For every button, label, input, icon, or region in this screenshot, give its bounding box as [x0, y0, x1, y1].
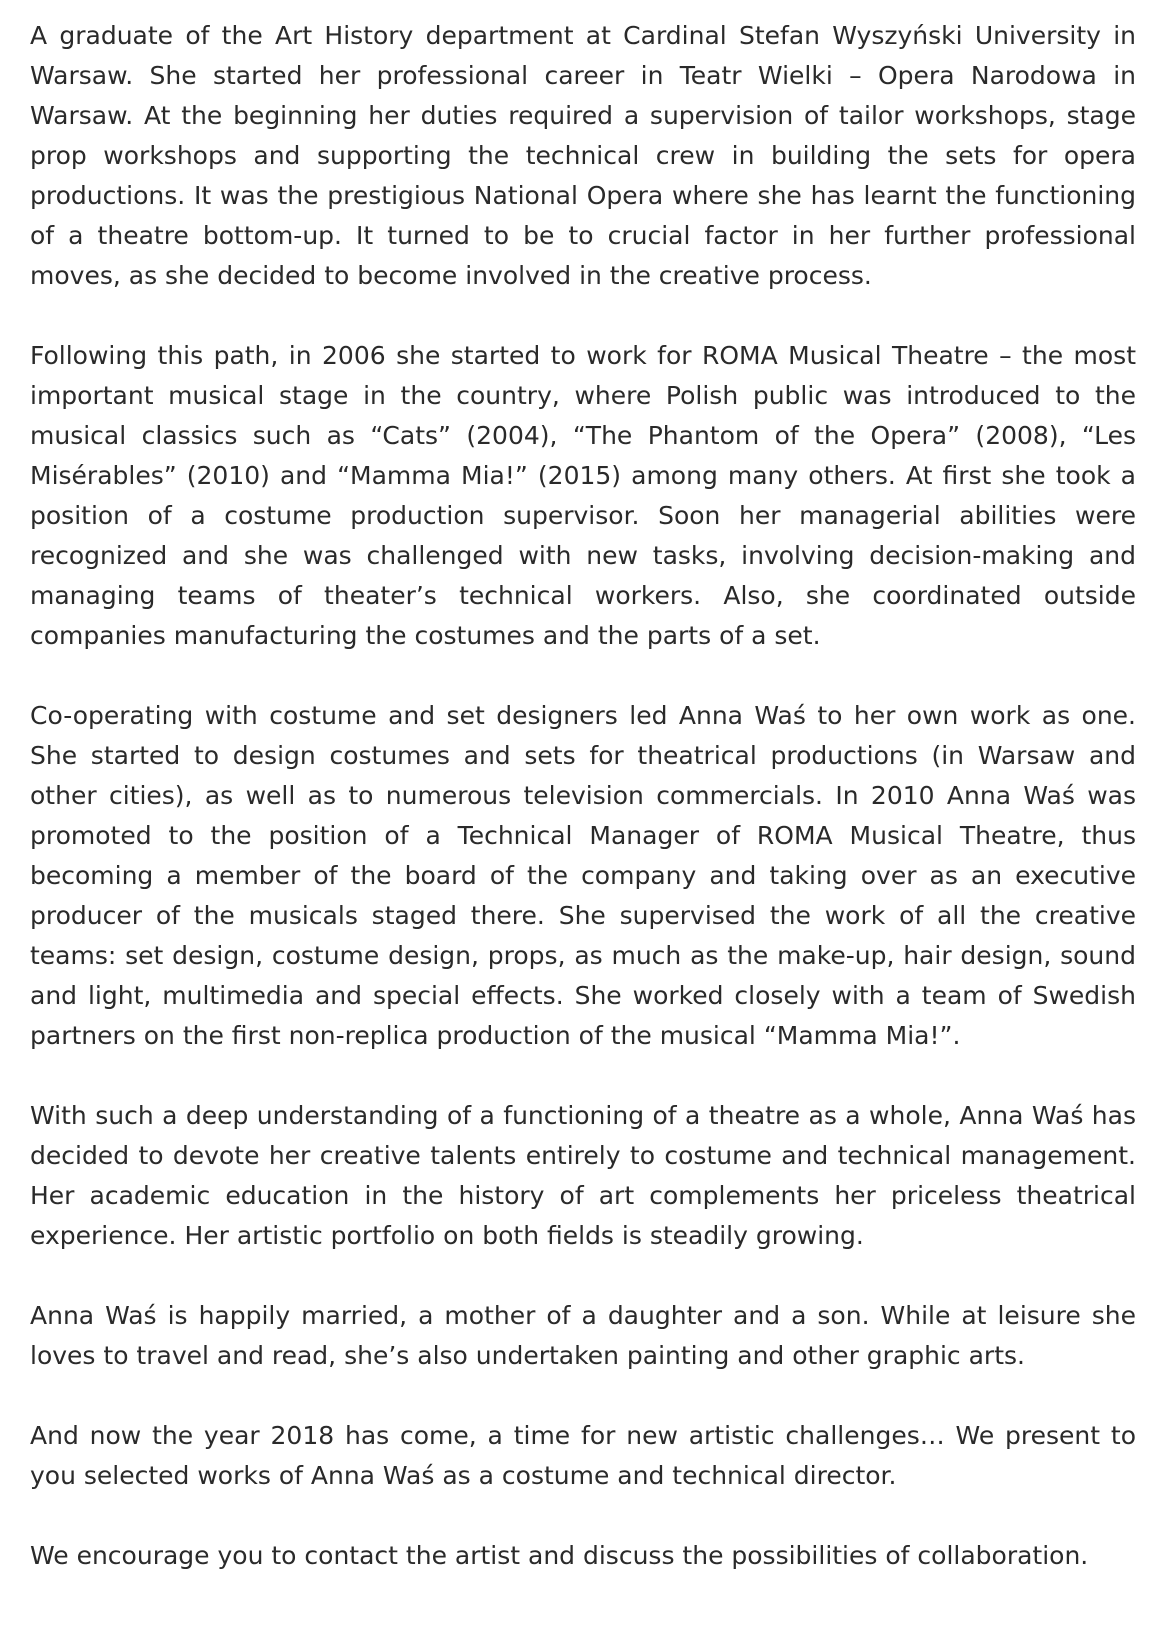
paragraph-design-work: Co-operating with costume and set designers led Anna Waś to her own work as one. She started to design costumes and sets for theatrical productions (in Warsaw and other cities), as well as to numerous television commercials. In 2010 Anna Waś was promoted to the position of a Technical Manager of ROMA Musical Theatre, thus becoming a member of the board of the company and taking over as an executive producer of the musicals staged there. She supervised the work of all the creative teams: set design, costume design, props, as much as the make-up, hair design, sound and light, multimedia and special effects. She worked closely with a team of Swedish partners on the first non-replica production of the musical “Mamma Mia!”.: [30, 701, 1136, 1050]
paragraph-presentation: And now the year 2018 has come, a time for new artistic challenges… We present to you selected works of Anna Waś as a costume and technical director.: [30, 1421, 1136, 1490]
paragraph-personal: Anna Waś is happily married, a mother of a daughter and a son. While at leisure she loves to travel and read, she’s also undertaken painting and other graphic arts.: [30, 1301, 1136, 1370]
paragraph-focus: With such a deep understanding of a functioning of a theatre as a whole, Anna Waś has decided to devote her creative talents entirely to costume and technical management. Her academic education in the history of art complements her priceless theatrical experience. Her artistic portfolio on both fields is steadily growing.: [30, 1101, 1136, 1250]
biography-text: [30, 16, 1136, 1576]
paragraph-roma-theatre: Following this path, in 2006 she started to work for ROMA Musical Theatre – the most important musical stage in the country, where Polish public was introduced to the musical classics such as “Cats” (2004), “The Phantom of the Opera” (2008), “Les Misérables” (2010) and “Mamma Mia!” (2015) among many others. At first she took a position of a costume production supervisor. Soon her managerial abilities were recognized and she was challenged with new tasks, involving decision-making and managing teams of theater’s technical workers. Also, she coordinated outside companies manufacturing the costumes and the parts of a set.: [30, 341, 1136, 650]
paragraph-contact: We encourage you to contact the artist and discuss the possibilities of collaboration.: [30, 1541, 1089, 1570]
paragraph-education: A graduate of the Art History department at Cardinal Stefan Wyszyński University in Warsaw. She started her professional career in Teatr Wielki – Opera Narodowa in Warsaw. At the beginning her duties required a supervision of tailor workshops, stage prop workshops and supporting the technical crew in building the sets for opera productions. It was the prestigious National Opera where she has learnt the functioning of a theatre bottom-up. It turned to be to crucial factor in her further professional moves, as she decided to become involved in the creative process.: [30, 21, 1136, 290]
